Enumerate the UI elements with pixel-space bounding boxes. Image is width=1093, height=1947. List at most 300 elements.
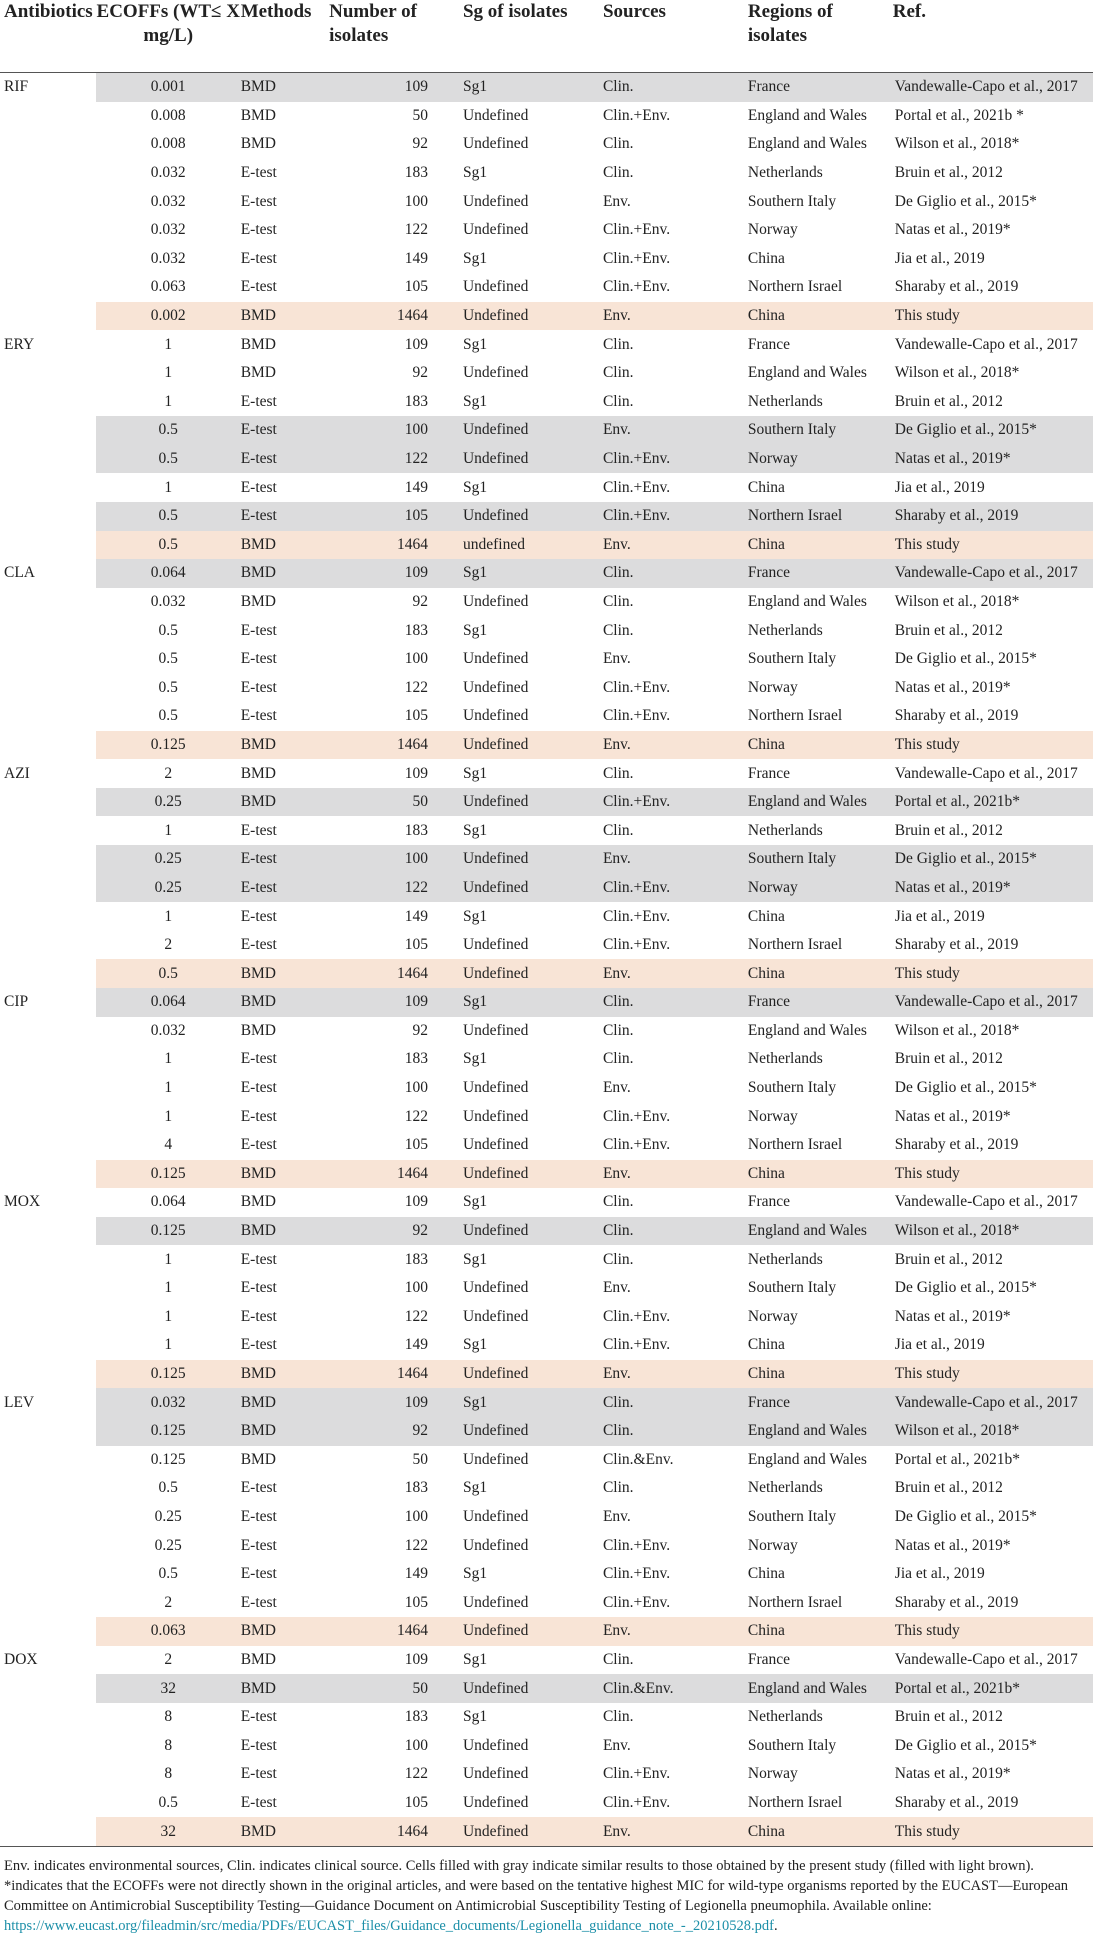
ref-cell: Bruin et al., 2012 bbox=[894, 1479, 1003, 1497]
number-cell: 183 bbox=[404, 621, 428, 639]
ref-cell: Wilson et al., 2018* bbox=[894, 1021, 1020, 1039]
sg-cell: Sg1 bbox=[463, 559, 603, 588]
number-cell: 105 bbox=[404, 1136, 428, 1154]
sg-cell: Sg1 bbox=[463, 1388, 603, 1417]
ecoff-cell: 1 bbox=[164, 335, 173, 353]
sg-cell: Undefined bbox=[462, 1307, 529, 1325]
table-row bbox=[0, 616, 1093, 645]
method-cell: E-test bbox=[240, 221, 277, 239]
region-cell: Norway bbox=[747, 1107, 798, 1125]
header-methods: Methods bbox=[240, 1, 312, 22]
antibiotic-cell bbox=[0, 816, 96, 845]
ecoff-cell: 0.064 bbox=[96, 559, 241, 588]
region-cell: France bbox=[748, 73, 893, 102]
antibiotic-cell bbox=[0, 588, 96, 617]
method-cell: BMD bbox=[241, 73, 329, 102]
sg-cell: Sg1 bbox=[462, 1050, 488, 1068]
number-cell: 149 bbox=[404, 249, 428, 267]
number-cell: 183 bbox=[404, 392, 428, 410]
antibiotic-cell bbox=[0, 388, 96, 417]
table-row bbox=[0, 102, 1093, 131]
ecoff-cell: 0.125 bbox=[96, 1417, 241, 1446]
number-cell: 92 bbox=[412, 1021, 428, 1039]
header-sg: Sg of isolates bbox=[462, 1, 568, 22]
number-cell: 1464 bbox=[329, 1617, 463, 1646]
sg-cell: Sg1 bbox=[462, 907, 488, 925]
number-cell: 149 bbox=[404, 1565, 428, 1583]
source-cell: Clin.+Env. bbox=[602, 907, 671, 925]
table-row bbox=[0, 73, 1093, 102]
antibiotic-cell bbox=[0, 359, 96, 388]
ref-cell: Sharaby et al., 2019 bbox=[894, 707, 1019, 725]
antibiotic-cell bbox=[0, 1160, 96, 1189]
ref-cell: Vandewalle-Capo et al., 2017 bbox=[893, 559, 1093, 588]
table-row bbox=[0, 1731, 1093, 1760]
number-cell: 109 bbox=[329, 988, 463, 1017]
number-cell: 50 bbox=[329, 788, 463, 817]
source-cell: Clin. bbox=[602, 335, 634, 353]
table-row bbox=[0, 1474, 1093, 1503]
ref-cell: De Giglio et al., 2015* bbox=[894, 1279, 1037, 1297]
ref-cell: Vandewalle-Capo et al., 2017 bbox=[894, 1650, 1078, 1668]
source-cell: Clin. bbox=[603, 1217, 748, 1246]
ref-cell: Wilson et al., 2018* bbox=[893, 1217, 1093, 1246]
method-cell: E-test bbox=[240, 1765, 277, 1783]
ecoff-cell: 0.5 bbox=[158, 678, 178, 696]
table-row bbox=[0, 359, 1093, 388]
method-cell: BMD bbox=[241, 1217, 329, 1246]
region-cell: Southern Italy bbox=[748, 845, 893, 874]
method-cell: E-test bbox=[240, 1336, 277, 1354]
ref-cell: Bruin et al., 2012 bbox=[894, 164, 1003, 182]
antibiotic-cell bbox=[0, 416, 96, 445]
antibiotic-cell bbox=[0, 1417, 96, 1446]
region-cell: England and Wales bbox=[747, 1450, 867, 1468]
antibiotic-cell bbox=[0, 1360, 96, 1389]
antibiotic-cell bbox=[0, 902, 96, 931]
region-cell: England and Wales bbox=[748, 1674, 893, 1703]
region-cell: Norway bbox=[747, 678, 798, 696]
method-cell: E-test bbox=[240, 1479, 277, 1497]
region-cell: Netherlands bbox=[747, 392, 823, 410]
sg-cell: Undefined bbox=[462, 192, 529, 210]
method-cell: E-test bbox=[240, 278, 277, 296]
region-cell: Southern Italy bbox=[747, 650, 837, 668]
sg-cell: Undefined bbox=[462, 678, 529, 696]
region-cell: Southern Italy bbox=[747, 1079, 837, 1097]
source-cell: Clin.+Env. bbox=[602, 1136, 671, 1154]
sg-cell: Undefined bbox=[462, 936, 529, 954]
source-cell: Clin. bbox=[602, 621, 634, 639]
header-ecoffs: ECOFFs (WT≤ X mg/L) bbox=[96, 1, 240, 46]
ecoff-cell: 2 bbox=[164, 936, 173, 954]
method-cell: BMD bbox=[241, 1160, 329, 1189]
sg-cell: Undefined bbox=[463, 874, 603, 903]
header-number: Number of isolates bbox=[329, 1, 417, 46]
number-cell: 92 bbox=[412, 364, 428, 382]
sg-cell: Sg1 bbox=[462, 821, 488, 839]
antibiotic-cell bbox=[0, 531, 96, 560]
method-cell: BMD bbox=[241, 959, 329, 988]
ecoff-cell: 0.5 bbox=[158, 621, 178, 639]
ecoff-cell: 0.125 bbox=[96, 1360, 241, 1389]
table-row bbox=[0, 416, 1093, 445]
region-cell: Southern Italy bbox=[747, 192, 837, 210]
sg-cell: Sg1 bbox=[462, 164, 488, 182]
region-cell: England and Wales bbox=[747, 135, 867, 153]
source-cell: Clin.+Env. bbox=[602, 1107, 671, 1125]
region-cell: China bbox=[748, 531, 893, 560]
region-cell: Northern Israel bbox=[747, 1136, 843, 1154]
ecoff-cell: 0.25 bbox=[96, 874, 241, 903]
antibiotic-cell bbox=[0, 1303, 96, 1332]
source-cell: Clin. bbox=[602, 135, 634, 153]
table-row bbox=[0, 473, 1093, 502]
ecoff-cell: 1 bbox=[164, 1279, 173, 1297]
region-cell: Norway bbox=[747, 1536, 798, 1554]
region-cell: Netherlands bbox=[747, 164, 823, 182]
source-cell: Clin.+Env. bbox=[602, 936, 671, 954]
sg-cell: undefined bbox=[463, 531, 603, 560]
ecoff-cell: 0.5 bbox=[158, 707, 178, 725]
antibiotic-cell bbox=[0, 616, 96, 645]
region-cell: China bbox=[748, 1160, 893, 1189]
antibiotic-cell bbox=[0, 1045, 96, 1074]
number-cell: 100 bbox=[404, 650, 428, 668]
number-cell: 122 bbox=[329, 445, 463, 474]
ref-cell: Sharaby et al., 2019 bbox=[894, 936, 1019, 954]
ecoff-cell: 1 bbox=[164, 1336, 173, 1354]
antibiotic-cell bbox=[0, 1674, 96, 1703]
region-cell: England and Wales bbox=[748, 1417, 893, 1446]
antibiotic-cell bbox=[0, 216, 96, 245]
source-cell: Env. bbox=[603, 416, 748, 445]
region-cell: Northern Israel bbox=[747, 707, 843, 725]
ref-cell: This study bbox=[893, 302, 1093, 331]
ref-cell: Jia et al., 2019 bbox=[894, 907, 985, 925]
method-cell: E-test bbox=[240, 1079, 277, 1097]
ecoff-cell: 2 bbox=[164, 764, 173, 782]
region-cell: England and Wales bbox=[748, 1217, 893, 1246]
method-cell: BMD bbox=[241, 302, 329, 331]
source-cell: Clin.+Env. bbox=[602, 1593, 671, 1611]
antibiotic-cell bbox=[0, 645, 96, 674]
header-antibiotics: Antibiotics bbox=[4, 1, 93, 22]
source-cell: Env. bbox=[602, 1079, 631, 1097]
source-cell: Clin.+Env. bbox=[602, 1765, 671, 1783]
sg-cell: Undefined bbox=[463, 788, 603, 817]
table-row bbox=[0, 216, 1093, 245]
ref-cell: Natas et al., 2019* bbox=[893, 874, 1093, 903]
ecoff-cell: 0.032 bbox=[150, 221, 186, 239]
ref-cell: Jia et al., 2019 bbox=[894, 1565, 985, 1583]
sg-cell: Undefined bbox=[463, 302, 603, 331]
region-cell: Northern Israel bbox=[747, 1793, 843, 1811]
table-row bbox=[0, 931, 1093, 960]
antibiotic-cell bbox=[0, 473, 96, 502]
table-row bbox=[0, 1217, 1093, 1246]
source-cell: Clin.+Env. bbox=[602, 1536, 671, 1554]
number-cell: 122 bbox=[404, 221, 428, 239]
source-cell: Clin. bbox=[603, 73, 748, 102]
method-cell: E-test bbox=[240, 164, 277, 182]
source-cell: Clin.&Env. bbox=[602, 1450, 674, 1468]
source-cell: Clin. bbox=[602, 764, 634, 782]
source-cell: Env. bbox=[602, 650, 631, 668]
method-cell: E-test bbox=[240, 1565, 277, 1583]
sg-cell: Undefined bbox=[462, 106, 529, 124]
antibiotic-cell bbox=[0, 502, 96, 531]
antibiotic-cell bbox=[0, 1274, 96, 1303]
sg-cell: Undefined bbox=[462, 1107, 529, 1125]
ecoff-cell: 0.5 bbox=[158, 1793, 178, 1811]
method-cell: E-test bbox=[240, 478, 277, 496]
table-row bbox=[0, 1160, 1093, 1189]
table-row bbox=[0, 1303, 1093, 1332]
table-row bbox=[0, 1588, 1093, 1617]
sg-cell: Undefined bbox=[463, 731, 603, 760]
source-cell: Clin. bbox=[603, 988, 748, 1017]
table-row bbox=[0, 273, 1093, 302]
table-row bbox=[0, 845, 1093, 874]
sg-cell: Undefined bbox=[462, 1079, 529, 1097]
method-cell: E-test bbox=[240, 1050, 277, 1068]
source-cell: Clin. bbox=[602, 1479, 634, 1497]
method-cell: BMD bbox=[240, 135, 277, 153]
source-cell: Clin. bbox=[603, 559, 748, 588]
antibiotic-cell: AZI bbox=[4, 764, 30, 782]
sg-cell: Undefined bbox=[463, 416, 603, 445]
antibiotic-cell bbox=[0, 1817, 96, 1846]
antibiotic-cell: CIP bbox=[4, 993, 29, 1011]
ref-cell: This study bbox=[893, 1817, 1093, 1846]
region-cell: China bbox=[747, 249, 785, 267]
ref-cell: Natas et al., 2019* bbox=[894, 1307, 1011, 1325]
source-cell: Clin.+Env. bbox=[602, 278, 671, 296]
source-cell: Clin. bbox=[602, 1708, 634, 1726]
method-cell: BMD bbox=[241, 731, 329, 760]
table-row bbox=[0, 130, 1093, 159]
table-row bbox=[0, 388, 1093, 417]
number-cell: 109 bbox=[404, 764, 428, 782]
ecoff-cell: 8 bbox=[164, 1765, 173, 1783]
ecoff-cell: 0.063 bbox=[150, 278, 186, 296]
method-cell: BMD bbox=[240, 764, 277, 782]
method-cell: BMD bbox=[241, 988, 329, 1017]
number-cell: 1464 bbox=[329, 302, 463, 331]
region-cell: Netherlands bbox=[747, 1479, 823, 1497]
region-cell: France bbox=[747, 335, 791, 353]
sg-cell: Undefined bbox=[462, 1450, 529, 1468]
source-cell: Clin. bbox=[602, 821, 634, 839]
header-sources: Sources bbox=[602, 1, 666, 22]
ecoff-cell: 0.032 bbox=[150, 592, 186, 610]
sg-cell: Undefined bbox=[463, 445, 603, 474]
ref-cell: This study bbox=[893, 959, 1093, 988]
source-cell: Clin. bbox=[602, 1193, 634, 1211]
ref-cell: Natas et al., 2019* bbox=[893, 445, 1093, 474]
table-row bbox=[0, 1503, 1093, 1532]
method-cell: BMD bbox=[240, 1193, 277, 1211]
ecoff-cell: 0.008 bbox=[150, 106, 186, 124]
source-cell: Env. bbox=[602, 192, 631, 210]
source-cell: Clin. bbox=[602, 364, 634, 382]
source-cell: Clin. bbox=[603, 1388, 748, 1417]
ecoff-cell: 4 bbox=[164, 1136, 173, 1154]
region-cell: Southern Italy bbox=[747, 1279, 837, 1297]
sg-cell: Sg1 bbox=[462, 1650, 488, 1668]
ecoff-cell: 0.064 bbox=[96, 988, 241, 1017]
region-cell: England and Wales bbox=[747, 106, 867, 124]
number-cell: 109 bbox=[404, 335, 428, 353]
source-cell: Env. bbox=[603, 1360, 748, 1389]
antibiotic-cell bbox=[0, 245, 96, 274]
antibiotic-cell bbox=[0, 1102, 96, 1131]
sg-cell: Sg1 bbox=[462, 621, 488, 639]
number-cell: 1464 bbox=[329, 959, 463, 988]
table-row bbox=[0, 1703, 1093, 1732]
antibiotic-cell: CLA bbox=[4, 564, 35, 582]
antibiotic-cell bbox=[0, 1588, 96, 1617]
source-cell: Clin.+Env. bbox=[602, 221, 671, 239]
table-row bbox=[0, 1102, 1093, 1131]
number-cell: 109 bbox=[329, 1388, 463, 1417]
number-cell: 183 bbox=[404, 1250, 428, 1268]
source-cell: Env. bbox=[603, 531, 748, 560]
source-cell: Env. bbox=[603, 1160, 748, 1189]
region-cell: China bbox=[748, 959, 893, 988]
ref-cell: Vandewalle-Capo et al., 2017 bbox=[894, 764, 1078, 782]
source-cell: Clin.+Env. bbox=[602, 707, 671, 725]
ref-cell: Portal et al., 2021b* bbox=[893, 788, 1093, 817]
ref-cell: Natas et al., 2019* bbox=[894, 221, 1011, 239]
method-cell: E-test bbox=[240, 621, 277, 639]
region-cell: England and Wales bbox=[748, 788, 893, 817]
sg-cell: Undefined bbox=[462, 1279, 529, 1297]
antibiotic-cell bbox=[0, 1131, 96, 1160]
ref-cell: Wilson et al., 2018* bbox=[893, 1417, 1093, 1446]
method-cell: E-test bbox=[241, 874, 329, 903]
ecoff-cell: 0.5 bbox=[96, 445, 241, 474]
antibiotic-cell bbox=[0, 102, 96, 131]
table-row bbox=[0, 1760, 1093, 1789]
ecoff-cell: 0.032 bbox=[150, 192, 186, 210]
method-cell: E-test bbox=[240, 1107, 277, 1125]
eucast-link[interactable]: https://www.eucast.org/fileadmin/src/media/PDFs/EUCAST_files/Guidance_documents/Legionella_guidance_note_-_20210528.pdf bbox=[4, 1918, 774, 1934]
antibiotic-cell bbox=[0, 1617, 96, 1646]
method-cell: E-test bbox=[240, 936, 277, 954]
ecoff-cell: 1 bbox=[164, 364, 173, 382]
method-cell: E-test bbox=[240, 392, 277, 410]
table-row bbox=[0, 1789, 1093, 1818]
source-cell: Clin.+Env. bbox=[603, 788, 748, 817]
ref-cell: De Giglio et al., 2015* bbox=[893, 416, 1093, 445]
ecoff-cell: 0.125 bbox=[96, 1160, 241, 1189]
ecoff-cell: 1 bbox=[164, 1050, 173, 1068]
sg-cell: Undefined bbox=[463, 1617, 603, 1646]
ref-cell: This study bbox=[893, 1360, 1093, 1389]
ref-cell: Sharaby et al., 2019 bbox=[894, 1793, 1019, 1811]
table-row bbox=[0, 302, 1093, 331]
ref-cell: This study bbox=[893, 531, 1093, 560]
ecoff-cell: 0.5 bbox=[96, 502, 241, 531]
antibiotic-cell bbox=[0, 1760, 96, 1789]
sg-cell: Sg1 bbox=[463, 73, 603, 102]
region-cell: England and Wales bbox=[747, 364, 867, 382]
sg-cell: Undefined bbox=[463, 959, 603, 988]
source-cell: Env. bbox=[602, 1736, 631, 1754]
footnote-end: . bbox=[773, 1918, 778, 1934]
method-cell: BMD bbox=[241, 1417, 329, 1446]
ref-cell: Bruin et al., 2012 bbox=[894, 621, 1003, 639]
ref-cell: Vandewalle-Capo et al., 2017 bbox=[894, 1193, 1078, 1211]
ref-cell: Vandewalle-Capo et al., 2017 bbox=[893, 1388, 1093, 1417]
footnote-line2 bbox=[4, 1876, 1089, 1936]
source-cell: Clin. bbox=[602, 1250, 634, 1268]
table-row bbox=[0, 1817, 1093, 1846]
sg-cell: Undefined bbox=[463, 502, 603, 531]
table-row bbox=[0, 1245, 1093, 1274]
ref-cell: Sharaby et al., 2019 bbox=[894, 278, 1019, 296]
sg-cell: Undefined bbox=[462, 1593, 529, 1611]
ref-cell: Bruin et al., 2012 bbox=[894, 1050, 1003, 1068]
source-cell: Clin. bbox=[602, 1650, 634, 1668]
method-cell: E-test bbox=[240, 1136, 277, 1154]
method-cell: E-test bbox=[241, 416, 329, 445]
method-cell: BMD bbox=[240, 335, 277, 353]
number-cell: 122 bbox=[329, 874, 463, 903]
ref-cell: Vandewalle-Capo et al., 2017 bbox=[894, 335, 1078, 353]
region-cell: Norway bbox=[747, 221, 798, 239]
table-row bbox=[0, 245, 1093, 274]
number-cell: 100 bbox=[404, 1736, 428, 1754]
number-cell: 122 bbox=[404, 1107, 428, 1125]
sg-cell: Undefined bbox=[462, 592, 529, 610]
sg-cell: Sg1 bbox=[462, 478, 488, 496]
footnote-line2-text: *indicates that the ECOFFs were not directly shown in the original articles, and were based on the tentative highest MIC for wild-type organisms reported by the EUCAST—European Committee on Antimicrobial Susceptibility Testing—Guidance Document on Antimicrobial Susceptibility Testing of Legionella pneumophila. Available online: bbox=[4, 1878, 1069, 1914]
method-cell: BMD bbox=[241, 559, 329, 588]
table-row bbox=[0, 1131, 1093, 1160]
ecoff-cell: 0.5 bbox=[96, 959, 241, 988]
antibiotic-cell: RIF bbox=[4, 78, 29, 96]
method-cell: E-test bbox=[240, 1536, 277, 1554]
ref-cell: Wilson et al., 2018* bbox=[894, 592, 1020, 610]
method-cell: E-test bbox=[240, 907, 277, 925]
ref-cell: Bruin et al., 2012 bbox=[894, 1708, 1003, 1726]
sg-cell: Undefined bbox=[463, 1817, 603, 1846]
number-cell: 122 bbox=[404, 1765, 428, 1783]
method-cell: E-test bbox=[240, 1250, 277, 1268]
region-cell: France bbox=[747, 764, 791, 782]
table-row bbox=[0, 187, 1093, 216]
sg-cell: Sg1 bbox=[462, 1193, 488, 1211]
table-row bbox=[0, 1045, 1093, 1074]
method-cell: BMD bbox=[240, 1450, 277, 1468]
sg-cell: Undefined bbox=[463, 1160, 603, 1189]
antibiotic-cell: LEV bbox=[4, 1393, 35, 1411]
ecoff-cell: 1 bbox=[164, 478, 173, 496]
method-cell: E-test bbox=[241, 502, 329, 531]
source-cell: Env. bbox=[603, 302, 748, 331]
header-regions: Regions of isolates bbox=[747, 1, 833, 46]
table-row bbox=[0, 1417, 1093, 1446]
ecoff-cell: 0.032 bbox=[150, 249, 186, 267]
table-row bbox=[0, 673, 1093, 702]
region-cell: Northern Israel bbox=[747, 278, 843, 296]
antibiotic-cell bbox=[0, 1446, 96, 1475]
ref-cell: Wilson et al., 2018* bbox=[894, 364, 1020, 382]
ecoff-cell: 0.25 bbox=[154, 1536, 182, 1554]
